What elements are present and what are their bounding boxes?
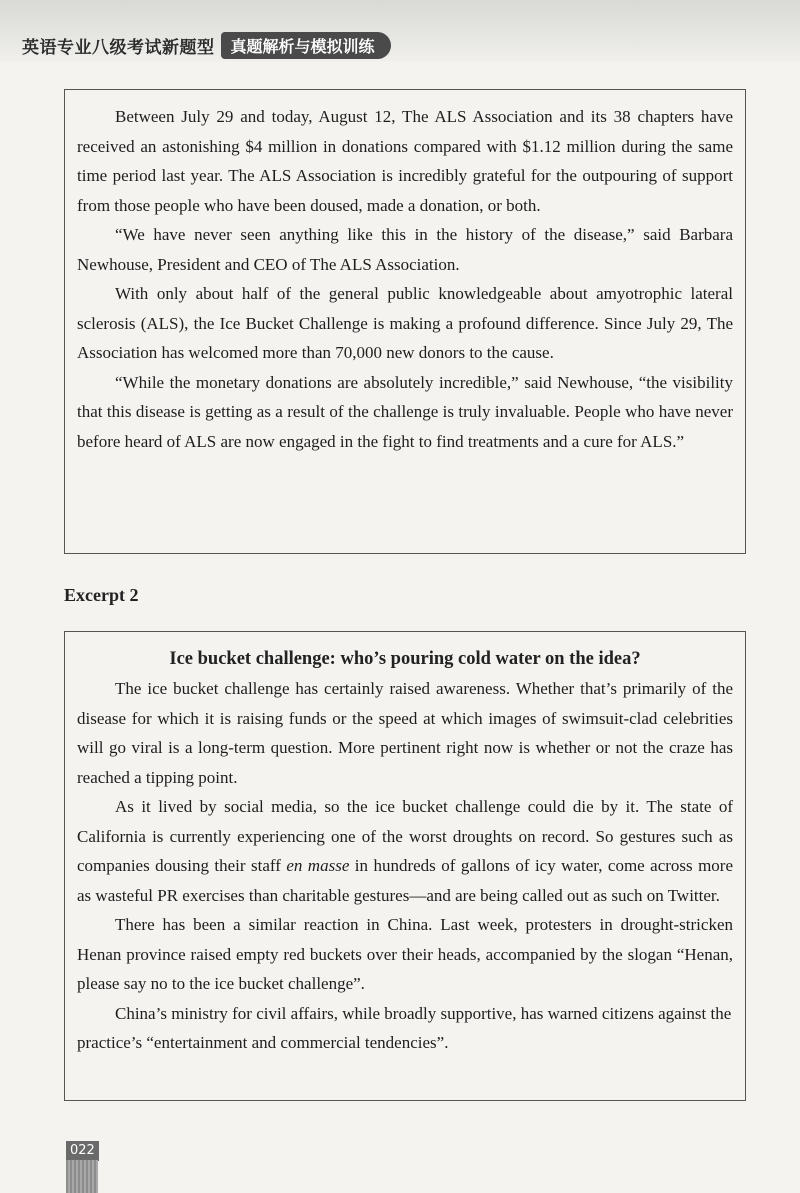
excerpt-1-paragraph: “We have never seen anything like this in the history of the disease,” said Barbara Newhouse, President and CEO of The ALS Association. — [77, 225, 733, 274]
excerpt-2-paragraph: China’s ministry for civil affairs, while broadly supportive, has warned citizens against the practice’s “entertainment and commercial tendencies”. — [77, 1003, 732, 1052]
excerpt-1-box — [64, 89, 746, 554]
book-subtitle-tab: 真题解析与模拟训练 — [221, 32, 391, 59]
page-number: 022 — [66, 1141, 99, 1161]
excerpt-2-box — [64, 631, 746, 1101]
excerpt-2-paragraph: There has been a similar reaction in China. Last week, protesters in drought-stricken Henan province raised empty red buckets over their heads, accompanied by the slogan “Henan, please say no to the ice bucket challenge”. — [77, 915, 733, 993]
article-title: Ice bucket challenge: who’s pouring cold water on the idea? — [169, 649, 641, 669]
running-header — [22, 32, 391, 58]
en-masse-italic: en masse — [286, 856, 350, 875]
page-edge-tab — [66, 1160, 98, 1193]
excerpt-2-paragraph-social — [77, 792, 733, 910]
excerpt-1-paragraph: Between July 29 and today, August 12, The ALS Association and its 38 chapters have received an astonishing $4 million in donations compared with $1.12 million during the same time period last year. The ALS Association is incredibly grateful for the outpouring of support from those people who have been doused, made a donation, or both. — [77, 107, 733, 215]
excerpt-1-paragraph: With only about half of the general public knowledgeable about amyotrophic lateral sclerosis (ALS), the Ice Bucket Challenge is making a profound difference. Since July 29, The Association has welcomed more than 70,000 new donors to the cause. — [77, 284, 733, 362]
excerpt-2-paragraph: The ice bucket challenge has certainly raised awareness. Whether that’s primarily of the disease for which it is raising funds or the speed at which images of swimsuit-clad celebrities will go viral is a long-term question. More pertinent right now is whether or not the craze has reached a tipping point. — [77, 679, 733, 787]
social-text-after: in hundreds of gallons of icy water, come across more as wasteful PR exercises than charitable gestures—and are being called out as such on Twitter. — [77, 856, 734, 905]
book-title: 英语专业八级考试新题型 — [22, 37, 215, 58]
excerpt-1-paragraph: “While the monetary donations are absolutely incredible,” said Newhouse, “the visibility that this disease is getting as a result of the challenge is truly invaluable. People who have never before heard of ALS are now engaged in the fight to find treatments and a cure for ALS.” — [77, 372, 733, 451]
excerpt-2-heading: Excerpt 2 — [64, 585, 139, 605]
social-text-before: As it lived by social media, so the ice bucket challenge could die by it. The state of California is currently experiencing one of the worst droughts on record. So gestures such as companies dousing their staff — [77, 797, 733, 875]
